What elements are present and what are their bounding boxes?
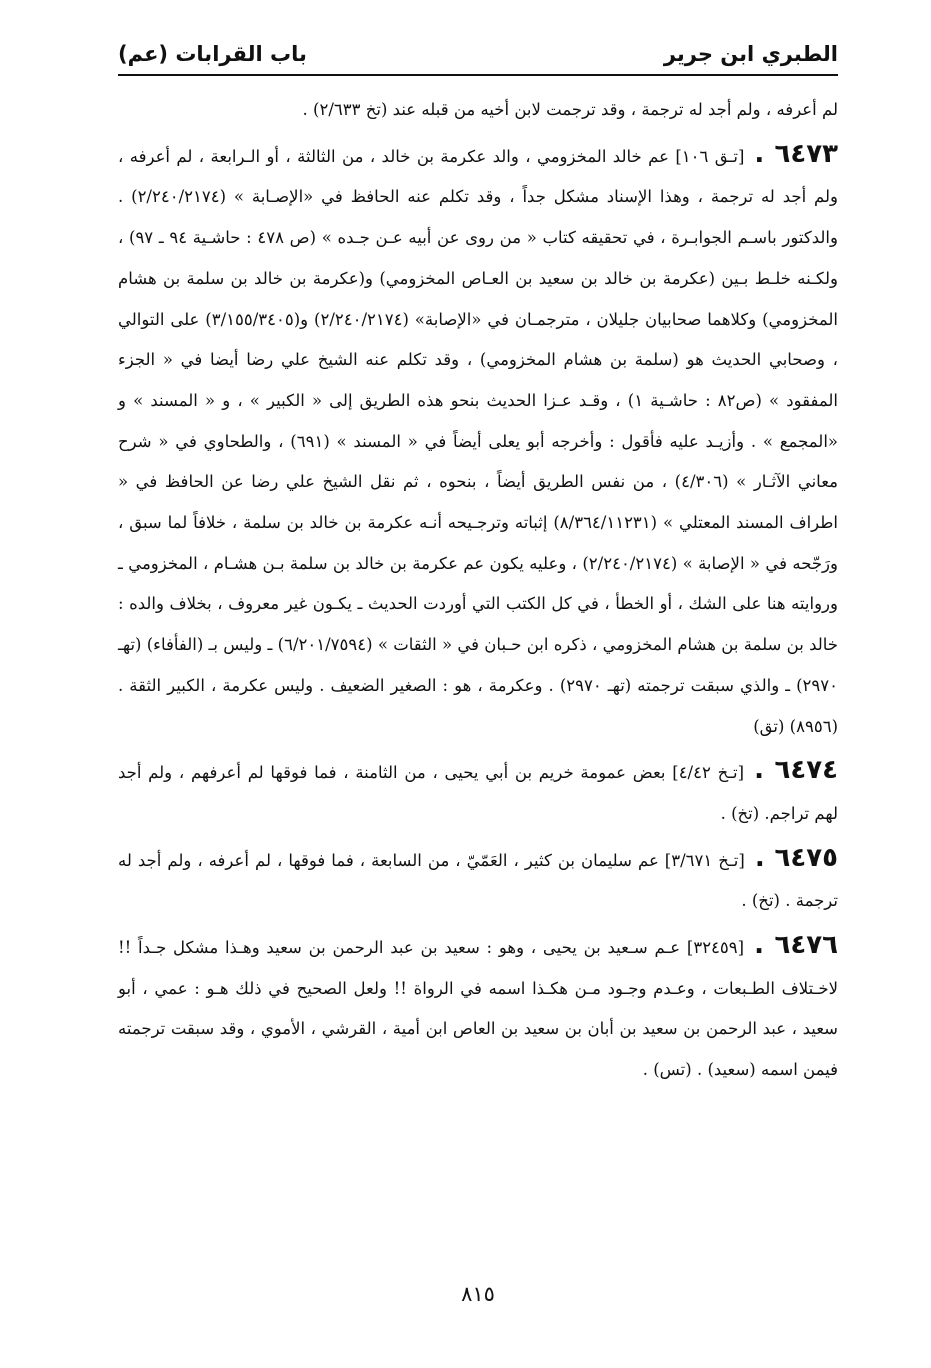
entry-6476 — [118, 925, 838, 1091]
entry-6475 — [118, 838, 838, 922]
entry-text: [تـخ ٣/٦٧١] عم سليمان بن كثير ، العَمّيّ ، من السابعة ، فما فوقها ، لم أعرفه ، ولم أجد له ترجمة . (تخ) . — [118, 850, 838, 911]
entry-number: ٦٤٧٥ . — [754, 842, 838, 873]
entry-number: ٦٤٧٦ . — [754, 930, 838, 961]
page-number: ٨١٥ — [461, 1282, 495, 1306]
document-page — [118, 36, 838, 1336]
entry-6474 — [118, 750, 838, 834]
running-header — [118, 36, 838, 76]
entry-text: [تـق ١٠٦] عم خالد المخزومي ، والد عكرمة بن خالد ، من الثالثة ، أو الـرابعة ، لم أعرفه ، ولم أجد له ترجمة ، وهذا الإسناد مشكل جداً ، وقد تكلم عنه الحافظ في «الإصـابة » (٢/٢٤٠/٢١٧٤) . والدكتور باسـم الجوابـرة ، في تحقيقه كتاب « من روى عن أبيه عـن جـده » (ص ٤٧٨ : حاشـية ٩٤ ـ ٩٧) ، ولكـنه خلـط بـين (عكرمة بن خالد بن سعيد بن العـاص المخزومي) و(عكرمة بن خالد بن سلمة بن هشام المخزومي) وكلاهما صحابيان جليلان ، مترجمـان في «الإصابة» (٢/٢٤٠/٢١٧٤) و(٣/١٥٥/٣٤٠٥) على التوالي ، وصحابي الحديث هو (سلمة بن هشام المخزومي) ، وقد تكلم عنه الشيخ علي رضا أيضا في « الجزء المفقود » (ص٨٢ : حاشـية ١) ، وقـد عـزا الحديث بنحو هذه الطريق إلى « الكبير » ، و « المسند » و «المجمع » . وأزيـد عليه فأقول : وأخرجه أبو يعلى أيضاً في « المسند » (٦٩١) ، والطحاوي في « شرح معاني الآثـار » (٤/٣٠٦) ، من نفس الطريق أيضاً ، بنحوه ، ثم نقل الشيخ علي رضا عن الحافظ في « اطراف المسند المعتلي » (٨/٣٦٤/١١٢٣١) إثباته وترجـيحه أنـه عكرمة بن خالد بن سلمة ، خلافاً لما سبق ، ورَجّحه في « الإصابة » (٢/٢٤٠/٢١٧٤) ، وعليه يكون عم عكرمة بن خالد بن سلمة بـن هشـام ، المخزومي ـ وروايته هنا على الشك ، أو الخطأ ، في كل الكتب التي أوردت الحديث ـ يكـون غير معروف ، بخلاف والده : خالد بن سلمة بن هشام المخزومي ، ذكره ابن حـبان في « الثقات » (٦/٢٠١/٧٥٩٤) ـ وليس بـ (الفأفاء) (تهـ ٢٩٧٠) ـ والذي سبقت ترجمته (تهـ ٢٩٧٠) . وعكرمة ، هو : الصغير الضعيف . وليس عكرمة ، الكبير الثقة . (٨٩٥٦) (تق) — [118, 146, 838, 736]
entry-number: ٦٤٧٤ . — [754, 755, 838, 786]
body-text — [118, 90, 838, 1091]
continuation-paragraph: لم أعرفه ، ولم أجد له ترجمة ، وقد ترجمت لابن أخيه من قبله عند (تخ ٢/٦٣٣) . — [302, 100, 838, 119]
entry-text: [٣٢٤٥٩] عـم سـعيد بن يحيى ، وهو : سعيد بن عبد الرحمن بن سعيد وهـذا مشكل جـداً !! لاخـتلاف الطـبعات ، وعـدم وجـود مـن هكـذا اسمه في الرواة !! ولعل الصحيح في ذلك هـو : عمي ، أبو سعيد ، عبد الرحمن بن سعيد بن أبان بن سعيد بن العاص ابن أمية ، القرشي ، الأموي ، وقد سبقت ترجمته فيمن اسمه (سعيد) . (تس) . — [118, 938, 838, 1080]
entry-6473 — [118, 134, 838, 748]
book-title: الطبري ابن جرير — [663, 42, 838, 66]
entry-number: ٦٤٧٣ . — [754, 138, 838, 169]
entry-text: [تـخ ٤/٤٢] بعض عمومة خريم بن أبي يحيى ، من الثامنة ، فما فوقها لم أعرفهم ، ولم أجد لهم تراجم. (تخ) . — [118, 763, 838, 823]
chapter-title: باب القرابات (عم) — [118, 42, 307, 66]
